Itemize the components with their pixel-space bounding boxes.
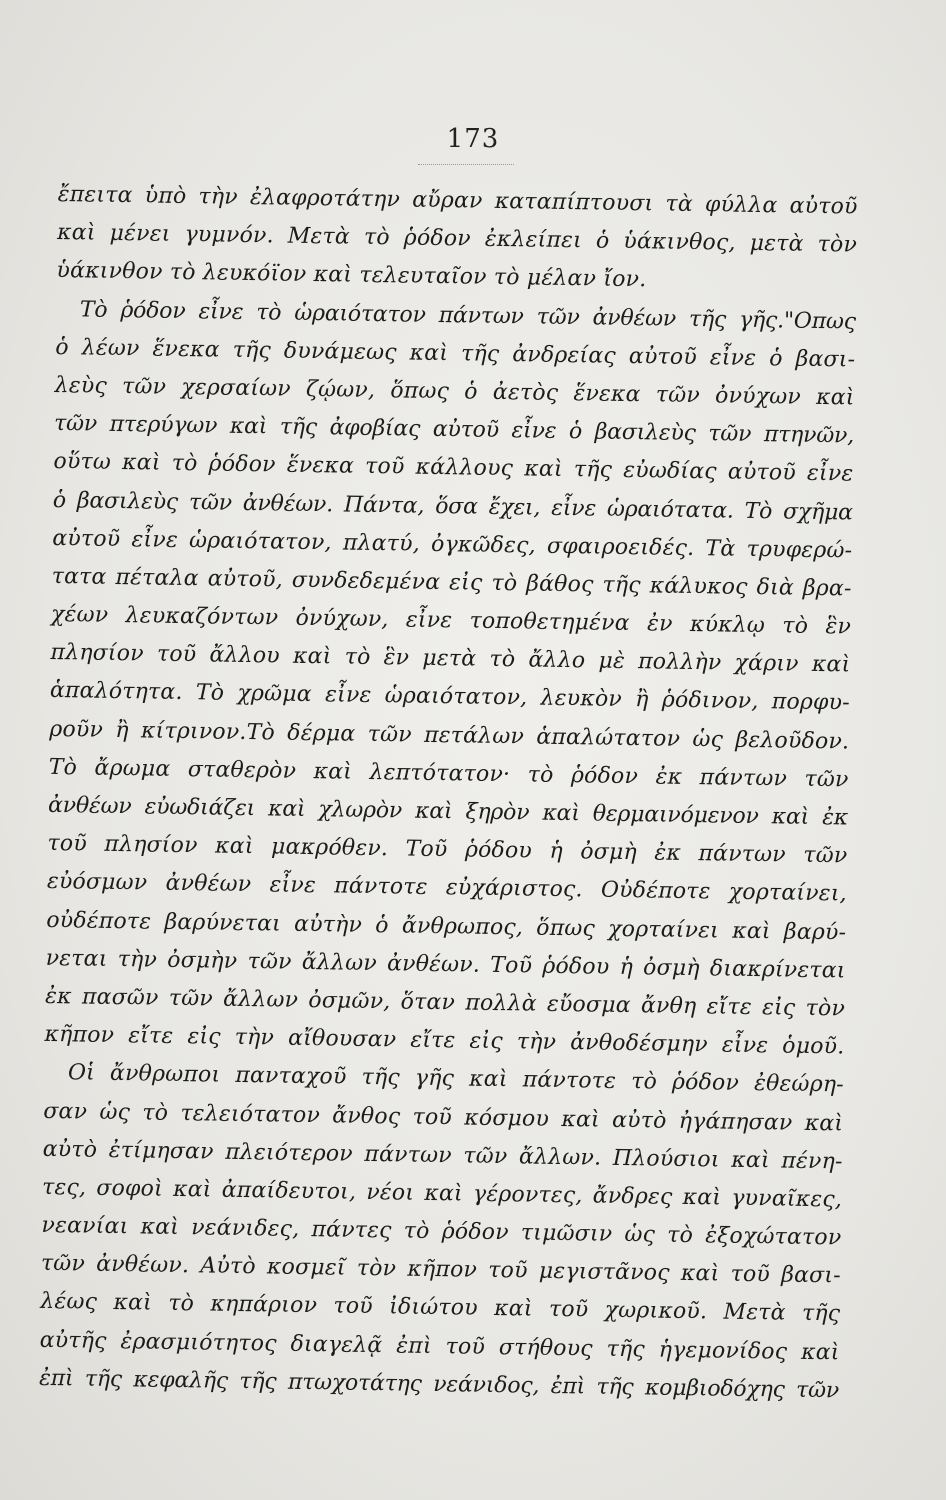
text-line: σαν ὡς τὸ τελειότατον ἄνθος τοῦ κόσμου καὶ αὐτὸ ἠγάπησαν καὶ	[43, 1098, 844, 1136]
text-line: οὕτω καὶ τὸ ῥόδον ἕνεκα τοῦ κάλλους καὶ τῆς εὐωδίας αὐτοῦ εἶνε	[53, 449, 854, 487]
text-line: τοῦ πλησίον καὶ μακρόθεν. Τοῦ ῥόδου ἡ ὀσμὴ ἐκ πάντων τῶν	[47, 831, 848, 869]
text-line: ἐκ πασῶν τῶν ἄλλων ὀσμῶν, ὅταν πολλὰ εὔοσμα ἄνθη εἴτε εἰς τὸν	[44, 983, 846, 1022]
text-line: χέων λευκαζόντων ὀνύχων, εἶνε τοποθετημένα ἐν κύκλῳ τὸ ἓν	[50, 602, 852, 640]
text-line: εὐόσμων ἀνθέων εἶνε πάντοτε εὐχάριστος. Οὐδέποτε χορταίνει,	[46, 869, 848, 907]
text-line: ἐπὶ τῆς κεφαλῆς τῆς πτωχοτάτης νεάνιδος, ἐπὶ τῆς κομβιοδόχης τῶν	[38, 1365, 840, 1404]
text-line: αὐτοῦ εἶνε ὡραιότατον, πλατύ, ὀγκῶδες, σφαιροειδές. Τὰ τρυφερώ-	[52, 525, 853, 564]
text-line: Οἱ ἄνθρωποι πανταχοῦ τῆς γῆς καὶ πάντοτε τὸ ῥόδον ἐθεώρη-	[67, 1060, 845, 1098]
text-line: τες, σοφοὶ καὶ ἀπαίδευτοι, νέοι καὶ γέροντες, ἄνδρες καὶ γυναῖκες,	[41, 1174, 843, 1213]
text-line: ἀνθέων εὐωδιάζει καὶ χλωρὸν καὶ ξηρὸν καὶ θερμαινόμενον καὶ ἐκ	[47, 792, 849, 831]
text-line: τῶν ἀνθέων. Αὐτὸ κοσμεῖ τὸν κῆπον τοῦ μεγιστᾶνος καὶ τοῦ βασι-	[40, 1251, 842, 1289]
text-line: ἁπαλότητα. Τὸ χρῶμα εἶνε ὡραιότατον, λευκὸν ἢ ῥόδινον, πορφυ-	[49, 678, 851, 716]
text-line: οὐδέποτε βαρύνεται αὐτὴν ὁ ἄνθρωπος, ὅπως χορταίνει καὶ βαρύ-	[46, 907, 847, 946]
text-line: νεται τὴν ὀσμὴν τῶν ἄλλων ἀνθέων. Τοῦ ῥόδου ἡ ὀσμὴ διακρίνεται	[45, 945, 846, 984]
text-line: καὶ μένει γυμνόν. Μετὰ τὸ ῥόδον ἐκλείπει ὁ ὑάκινθος, μετὰ τὸν	[56, 220, 858, 258]
text-line: ὑάκινθον τὸ λευκόϊον καὶ τελευταῖον τὸ μέλαν ἴον.	[56, 258, 647, 293]
body-text	[39, 176, 858, 1410]
page-number: 173	[446, 124, 500, 154]
text-line: αὐτῆς ἐρασμιότητος διαγελᾷ ἐπὶ τοῦ στήθους τῆς ἡγεμονίδος καὶ	[39, 1327, 840, 1366]
header-rule	[418, 164, 514, 165]
text-line: κῆπον εἴτε εἰς τὴν αἴθουσαν εἴτε εἰς τὴν ἀνθοδέσμην εἶνε ὁμοῦ.	[44, 1022, 845, 1060]
text-line: ἔπειτα ὑπὸ τὴν ἐλαφροτάτην αὔραν καταπίπτουσι τὰ φύλλα αὐτοῦ	[57, 181, 858, 220]
text-line: ροῦν ἢ κίτρινον.Τὸ δέρμα τῶν πετάλων ἁπαλώτατον ὡς βελοῦδον.	[49, 716, 850, 755]
text-line: πλησίον τοῦ ἄλλου καὶ τὸ ἓν μετὰ τὸ ἄλλο μὲ πολλὴν χάριν καὶ	[50, 640, 851, 678]
text-line: τῶν πτερύγων καὶ τῆς ἀφοβίας αὐτοῦ εἶνε ὁ βασιλεὺς τῶν πτηνῶν,	[53, 411, 855, 449]
text-line: Τὸ ἄρωμα σταθερὸν καὶ λεπτότατον· τὸ ῥόδον ἐκ πάντων τῶν	[48, 754, 849, 793]
text-line: λέως καὶ τὸ κηπάριον τοῦ ἰδιώτου καὶ τοῦ χωρικοῦ. Μετὰ τῆς	[40, 1289, 841, 1327]
text-line: νεανίαι καὶ νεάνιδες, πάντες τὸ ῥόδον τιμῶσιν ὡς τὸ ἐξοχώτατον	[41, 1212, 842, 1251]
text-line: ὁ λέων ἕνεκα τῆς δυνάμεως καὶ τῆς ἀνδρείας αὐτοῦ εἶνε ὁ βασι-	[55, 334, 856, 373]
text-line: λεὺς τῶν χερσαίων ζῴων, ὅπως ὁ ἀετὸς ἕνεκα τῶν ὀνύχων καὶ	[54, 372, 855, 411]
text-line: τατα πέταλα αὐτοῦ, συνδεδεμένα εἰς τὸ βάθος τῆς κάλυκος διὰ βρα-	[51, 563, 852, 602]
text-line: ὁ βασιλεὺς τῶν ἀνθέων. Πάντα, ὅσα ἔχει, εἶνε ὡραιότατα. Τὸ σχῆμα	[52, 487, 854, 526]
text-line: αὐτὸ ἐτίμησαν πλειότερον πάντων τῶν ἄλλων. Πλούσιοι καὶ πένη-	[42, 1136, 843, 1175]
text-line: Τὸ ῥόδον εἶνε τὸ ὡραιότατον πάντων τῶν ἀνθέων τῆς γῆς."Οπως	[79, 296, 857, 335]
